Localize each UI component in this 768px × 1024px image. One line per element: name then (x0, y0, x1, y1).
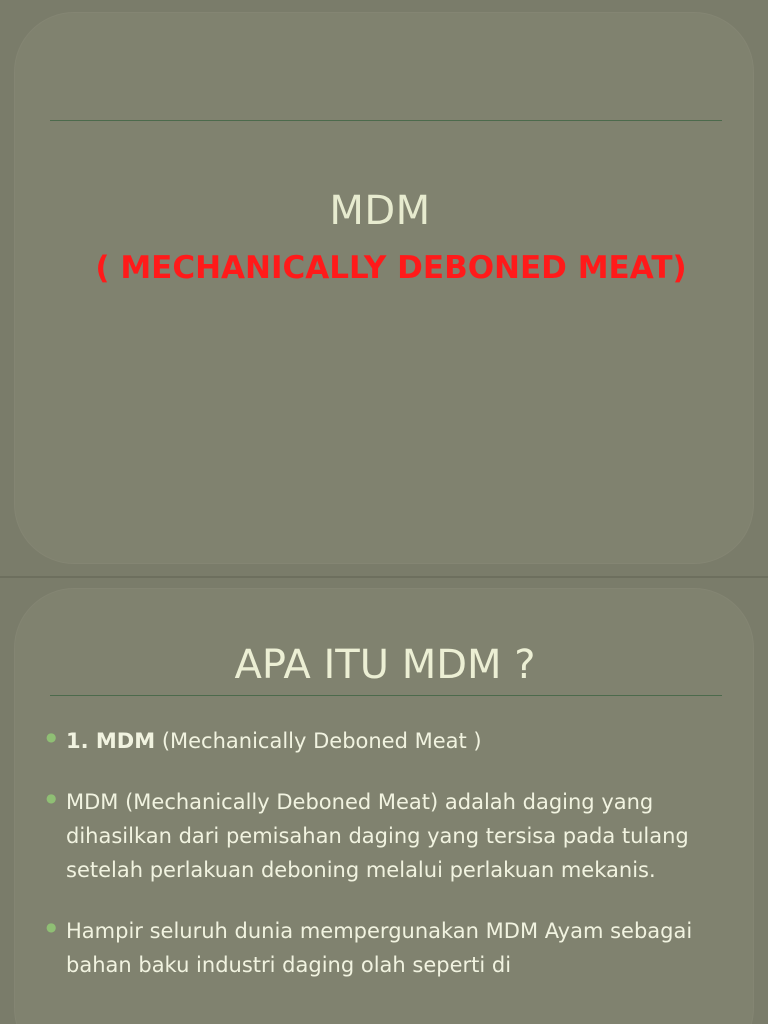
divider-line (50, 120, 722, 121)
bullet-bold-text: 1. MDM (66, 729, 156, 753)
bullet-dot-icon: ● (46, 791, 57, 805)
bullet-text: Hampir seluruh dunia mempergunakan MDM Ayam sebagai bahan baku industri daging olah seperti di (66, 919, 693, 977)
bullet-text: (Mechanically Deboned Meat ) (155, 729, 482, 753)
bullet-text: MDM (Mechanically Deboned Meat) adalah daging yang dihasilkan dari pemisahan daging yang tersisa pada tulang setelah perlakuan deboning melalui perlakuan mekanis. (66, 790, 689, 882)
bullet-list (44, 724, 744, 1009)
slide-title-text: MDM (329, 188, 431, 234)
slide-heading: APA ITU MDM ? (234, 642, 536, 688)
slide-subtitle-text: ( MECHANICALLY DEBONED MEAT) (95, 250, 687, 286)
bullet-item (44, 914, 744, 982)
bullet-dot-icon: ● (46, 730, 57, 744)
bullet-dot-icon: ● (46, 920, 57, 934)
bullet-item (44, 785, 744, 887)
slide-content (0, 578, 768, 1024)
bullet-item (44, 724, 744, 758)
slide-frame (14, 12, 754, 564)
divider-line (50, 695, 722, 696)
